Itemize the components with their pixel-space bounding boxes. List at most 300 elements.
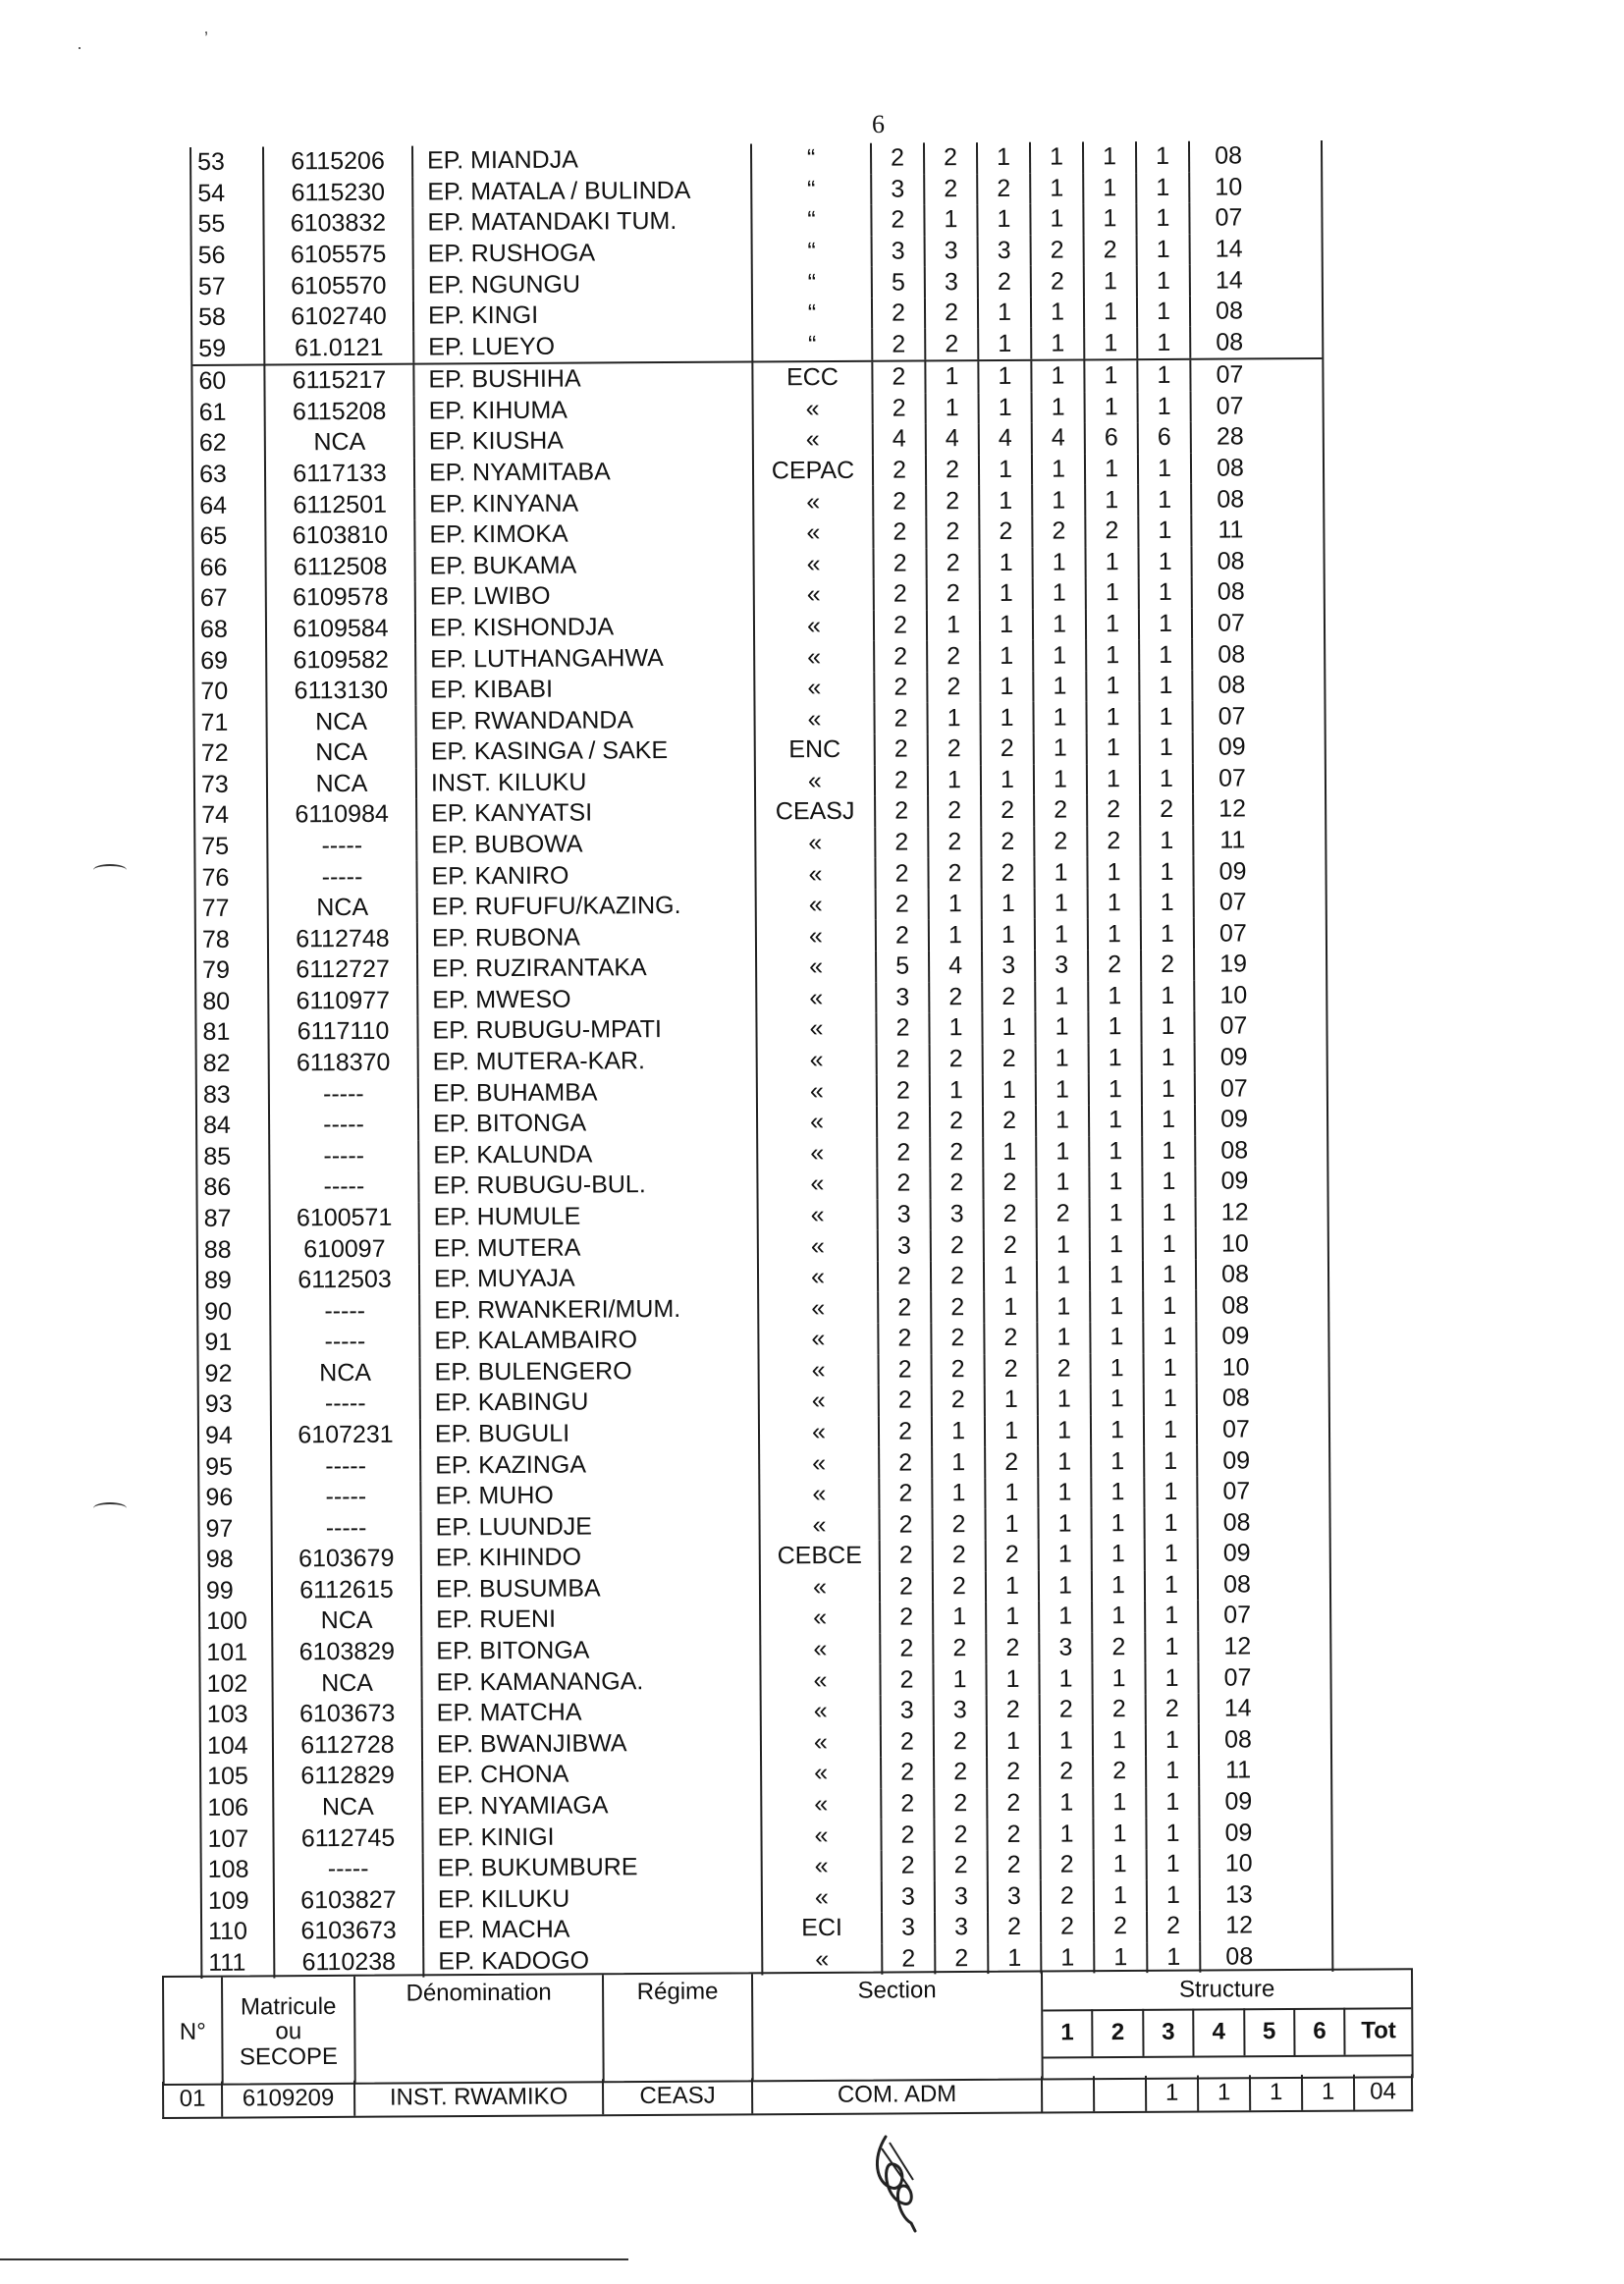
row-structure-2: 2 xyxy=(932,1571,985,1603)
row-structure-2: 1 xyxy=(929,1074,982,1106)
row-regime: « xyxy=(756,1169,876,1200)
row-structure-3: 1 xyxy=(980,764,1033,795)
row-structure-6: 1 xyxy=(1141,1043,1194,1074)
row-total: 09 xyxy=(1198,1817,1276,1848)
row-structure-2: 1 xyxy=(924,361,977,393)
row-structure-6: 1 xyxy=(1141,1167,1194,1198)
row-regime: “ xyxy=(750,143,870,175)
row-structure-1: 2 xyxy=(874,796,927,828)
row-structure-6: 1 xyxy=(1140,918,1193,950)
row-structure-5: 1 xyxy=(1090,1445,1143,1477)
row-regime: « xyxy=(752,393,872,424)
row-structure-1: 2 xyxy=(879,1603,932,1634)
row-denomination: EP. BWANJIBWA xyxy=(421,1727,760,1761)
row-structure-6: 1 xyxy=(1146,1941,1199,1973)
row-structure-2: 2 xyxy=(930,1291,983,1323)
row-structure-1: 3 xyxy=(881,1881,934,1913)
row-structure-6: 1 xyxy=(1136,265,1189,297)
row-structure-1: 2 xyxy=(874,734,927,765)
row-regime: « xyxy=(752,486,872,517)
row-total: 07 xyxy=(1193,887,1272,918)
row-matricule: 6117110 xyxy=(267,1016,416,1049)
row-structure-1: 3 xyxy=(870,174,923,205)
row-structure-6: 1 xyxy=(1140,1011,1193,1043)
row-denomination: EP. KALUNDA xyxy=(417,1138,756,1171)
row-total: 07 xyxy=(1190,391,1269,422)
row-structure-3: 2 xyxy=(980,795,1033,827)
row-structure-3: 2 xyxy=(983,1323,1036,1354)
row-regime: « xyxy=(761,1851,881,1882)
row-number: 85 xyxy=(203,1142,232,1170)
row-structure-4: 4 xyxy=(1031,423,1084,455)
scan-speck: · xyxy=(77,37,82,57)
row-structure-3: 2 xyxy=(985,1632,1038,1663)
header-no-label: N° xyxy=(179,2018,206,2045)
row-regime: « xyxy=(757,1199,877,1230)
row-number: 89 xyxy=(203,1266,232,1295)
row-total: 07 xyxy=(1192,763,1271,794)
row-structure-4: 1 xyxy=(1032,547,1085,578)
row-structure-6: 1 xyxy=(1135,141,1188,173)
row-structure-5: 1 xyxy=(1093,1879,1146,1911)
row-number: 77 xyxy=(201,894,230,923)
row-structure-3: 1 xyxy=(983,1261,1036,1292)
row-structure-3: 1 xyxy=(984,1508,1037,1540)
row-structure-4: 1 xyxy=(1039,1725,1092,1757)
row-regime: « xyxy=(757,1324,877,1355)
header-matricule-line2: ou xyxy=(275,2018,302,2045)
row-matricule: NCA xyxy=(271,1667,420,1700)
row-regime: « xyxy=(753,641,873,673)
row-structure-3: 2 xyxy=(977,266,1030,298)
row-structure-5: 1 xyxy=(1088,1136,1141,1168)
row-denomination: EP. KIMOKA xyxy=(413,517,752,551)
footer-tot: 04 xyxy=(1370,2078,1397,2105)
row-structure-2: 2 xyxy=(923,174,976,205)
row-total: 14 xyxy=(1198,1693,1276,1724)
footer-s5: 1 xyxy=(1251,2075,1303,2110)
row-structure-3: 1 xyxy=(977,361,1030,393)
row-structure-4: 1 xyxy=(1040,1942,1093,1974)
row-regime: “ xyxy=(751,236,871,267)
row-structure-3: 1 xyxy=(986,1725,1039,1757)
row-number: 57 xyxy=(197,272,226,300)
row-regime: « xyxy=(758,1509,878,1541)
row-denomination: EP. MACHA xyxy=(422,1913,761,1946)
row-regime: « xyxy=(756,1107,876,1138)
row-structure-3: 2 xyxy=(983,1229,1036,1261)
row-total: 14 xyxy=(1189,265,1268,297)
row-structure-5: 1 xyxy=(1091,1539,1144,1570)
row-structure-2: 2 xyxy=(931,1354,984,1386)
header-section-label: Section xyxy=(857,1977,937,2004)
row-matricule: 6103832 xyxy=(262,208,411,241)
row-structure-4: 1 xyxy=(1038,1663,1091,1695)
row-matricule: 6109584 xyxy=(265,613,414,645)
row-number: 66 xyxy=(199,553,228,581)
row-structure-5: 1 xyxy=(1085,547,1138,578)
row-structure-4: 1 xyxy=(1035,1043,1088,1074)
bottom-rule xyxy=(0,2258,628,2260)
row-denomination: EP. BUGULI xyxy=(419,1417,758,1450)
row-structure-3: 1 xyxy=(985,1570,1038,1602)
row-number: 96 xyxy=(205,1483,234,1512)
row-number: 94 xyxy=(204,1421,233,1449)
row-structure-1: 2 xyxy=(876,1044,929,1075)
row-number: 111 xyxy=(208,1948,246,1977)
row-structure-6: 1 xyxy=(1138,608,1191,639)
row-structure-4: 1 xyxy=(1037,1446,1090,1478)
row-matricule: NCA xyxy=(272,1791,421,1823)
header-col-tot: Tot xyxy=(1361,2017,1396,2044)
row-structure-3: 1 xyxy=(985,1663,1038,1695)
row-denomination: EP. LUTHANGAHWA xyxy=(414,642,753,676)
footer-matricule: 6109209 xyxy=(223,2081,355,2117)
row-structure-5: 2 xyxy=(1093,1911,1146,1942)
row-structure-6: 1 xyxy=(1144,1601,1197,1632)
row-matricule: 6117133 xyxy=(264,458,413,490)
row-structure-6: 1 xyxy=(1135,203,1188,235)
row-denomination: EP. KIHUMA xyxy=(413,394,752,427)
row-regime: “ xyxy=(750,205,870,237)
row-structure-6: 1 xyxy=(1138,671,1191,702)
row-structure-6: 1 xyxy=(1136,297,1189,328)
row-structure-2: 2 xyxy=(931,1509,984,1541)
row-structure-2: 1 xyxy=(926,703,979,734)
row-structure-4: 1 xyxy=(1036,1291,1089,1323)
row-matricule: 6103829 xyxy=(271,1636,420,1668)
row-structure-2: 2 xyxy=(933,1819,986,1850)
header-matricule-line1: Matricule xyxy=(240,1993,337,2021)
row-matricule: 6105575 xyxy=(263,239,412,271)
row-structure-1: 3 xyxy=(871,236,924,267)
row-total: 08 xyxy=(1190,484,1269,516)
row-number: 107 xyxy=(207,1824,249,1853)
row-structure-4: 1 xyxy=(1036,1260,1089,1291)
row-structure-2: 2 xyxy=(925,485,978,517)
row-number: 103 xyxy=(206,1700,248,1729)
row-regime: « xyxy=(753,673,873,704)
row-structure-5: 1 xyxy=(1083,265,1136,297)
row-total: 09 xyxy=(1194,1104,1272,1135)
row-structure-6: 1 xyxy=(1139,733,1192,764)
row-structure-3: 2 xyxy=(987,1850,1040,1881)
row-matricule: NCA xyxy=(265,706,414,738)
row-total: 14 xyxy=(1189,234,1268,265)
row-matricule: 6103827 xyxy=(273,1884,422,1917)
row-structure-3: 1 xyxy=(982,1074,1035,1106)
header-regime-label: Régime xyxy=(636,1978,719,2006)
row-denomination: EP. KANIRO xyxy=(415,859,754,893)
row-structure-6: 1 xyxy=(1142,1228,1195,1260)
row-matricule: NCA xyxy=(271,1605,420,1638)
header-col-1: 1 xyxy=(1043,2009,1094,2056)
row-number: 55 xyxy=(197,210,226,239)
row-denomination: EP. KIBABI xyxy=(414,673,753,706)
row-number: 81 xyxy=(202,1018,231,1047)
row-structure-5: 1 xyxy=(1082,173,1135,204)
row-structure-1: 2 xyxy=(876,1168,929,1199)
row-structure-1: 2 xyxy=(873,703,926,734)
row-structure-4: 1 xyxy=(1037,1415,1090,1446)
row-structure-5: 2 xyxy=(1091,1632,1144,1663)
row-number: 75 xyxy=(201,832,230,860)
row-regime: « xyxy=(752,424,872,456)
row-structure-6: 1 xyxy=(1138,701,1191,733)
margin-mark xyxy=(93,1502,127,1514)
header-denomination xyxy=(355,1975,605,2083)
row-structure-5: 2 xyxy=(1084,516,1137,547)
row-denomination: EP. KISHONDJA xyxy=(414,611,753,644)
row-total: 07 xyxy=(1196,1414,1274,1445)
row-structure-3: 2 xyxy=(980,826,1033,857)
row-structure-4: 1 xyxy=(1031,454,1084,485)
row-regime: « xyxy=(761,1881,881,1913)
row-number: 100 xyxy=(206,1607,247,1636)
row-structure-4: 2 xyxy=(1036,1198,1089,1229)
row-structure-4: 2 xyxy=(1031,516,1084,547)
row-structure-6: 1 xyxy=(1144,1632,1197,1663)
row-denomination: EP. MATCHA xyxy=(421,1696,760,1729)
row-structure-3: 2 xyxy=(986,1787,1039,1819)
row-matricule: 6112508 xyxy=(265,551,414,583)
footer-denomination: INST. RWAMIKO xyxy=(355,2079,604,2116)
row-total: 08 xyxy=(1188,140,1267,172)
row-structure-3: 1 xyxy=(976,142,1029,174)
row-matricule: 6110977 xyxy=(267,985,416,1017)
row-number: 80 xyxy=(202,987,231,1015)
row-structure-2: 1 xyxy=(925,393,978,424)
row-structure-6: 1 xyxy=(1144,1539,1197,1570)
row-structure-4: 1 xyxy=(1030,360,1083,392)
row-structure-5: 1 xyxy=(1090,1353,1143,1385)
row-regime: « xyxy=(759,1603,879,1634)
row-structure-2: 2 xyxy=(927,734,980,765)
row-structure-6: 1 xyxy=(1143,1445,1196,1477)
row-denomination: EP. RUZIRANTAKA xyxy=(416,952,755,986)
row-structure-2: 2 xyxy=(930,1261,983,1292)
row-structure-3: 1 xyxy=(978,455,1031,486)
row-structure-5: 1 xyxy=(1083,297,1136,328)
row-structure-1: 3 xyxy=(881,1912,934,1943)
row-denomination: EP. LUEYO xyxy=(412,330,751,363)
row-structure-1: 2 xyxy=(873,672,926,703)
row-structure-2: 2 xyxy=(932,1540,985,1571)
row-total: 08 xyxy=(1189,296,1268,327)
row-matricule: NCA xyxy=(266,737,415,770)
row-number: 108 xyxy=(207,1855,249,1883)
row-denomination: EP. MIANDJA xyxy=(411,144,750,178)
row-structure-6: 1 xyxy=(1142,1322,1195,1353)
row-structure-2: 2 xyxy=(924,329,977,360)
row-structure-2: 4 xyxy=(925,423,978,455)
row-structure-4: 1 xyxy=(1039,1787,1092,1819)
row-structure-5: 1 xyxy=(1089,1290,1142,1322)
footer-s3: 1 xyxy=(1147,2076,1199,2111)
row-matricule: 6118370 xyxy=(268,1047,417,1079)
row-regime: « xyxy=(755,920,875,952)
row-matricule: 6112829 xyxy=(272,1761,421,1793)
row-structure-6: 1 xyxy=(1142,1260,1195,1291)
row-structure-1: 2 xyxy=(873,548,926,579)
row-denomination: EP. MUHO xyxy=(419,1479,758,1512)
row-matricule: 6115230 xyxy=(262,177,411,209)
row-total: 08 xyxy=(1189,327,1268,358)
footer-data-row xyxy=(162,2074,1413,2119)
row-number: 61 xyxy=(198,398,227,426)
row-structure-3: 2 xyxy=(978,517,1031,548)
row-total: 09 xyxy=(1198,1786,1276,1818)
row-structure-3: 1 xyxy=(984,1385,1037,1416)
row-matricule: 610097 xyxy=(269,1233,418,1266)
row-structure-3: 1 xyxy=(979,609,1032,640)
row-structure-4: 1 xyxy=(1030,297,1083,328)
row-structure-3: 1 xyxy=(981,889,1034,920)
row-total: 13 xyxy=(1199,1879,1277,1911)
row-regime: CEBCE xyxy=(759,1541,879,1572)
row-structure-2: 1 xyxy=(928,1012,981,1044)
row-matricule: ----- xyxy=(270,1481,419,1513)
row-matricule: 6109578 xyxy=(265,582,414,615)
row-number: 72 xyxy=(200,739,229,768)
row-total: 08 xyxy=(1191,670,1270,701)
row-structure-4: 2 xyxy=(1040,1911,1093,1942)
row-number: 79 xyxy=(202,956,231,985)
row-structure-1: 2 xyxy=(873,579,926,611)
row-regime: CEASJ xyxy=(754,796,874,828)
row-structure-6: 2 xyxy=(1140,950,1193,981)
row-structure-1: 5 xyxy=(875,951,928,982)
row-total: 19 xyxy=(1193,949,1272,980)
row-structure-6: 1 xyxy=(1146,1879,1199,1911)
row-structure-6: 1 xyxy=(1142,1290,1195,1322)
row-number: 69 xyxy=(200,646,229,675)
row-total: 09 xyxy=(1192,856,1271,888)
row-structure-5: 1 xyxy=(1084,484,1137,516)
row-matricule: 6107231 xyxy=(270,1419,419,1451)
row-total: 12 xyxy=(1197,1631,1275,1662)
row-matricule: ----- xyxy=(268,1078,417,1111)
row-structure-4: 3 xyxy=(1034,950,1087,981)
row-total: 08 xyxy=(1191,576,1270,608)
row-structure-4: 2 xyxy=(1040,1849,1093,1880)
row-structure-4: 1 xyxy=(1036,1229,1089,1261)
row-number: 84 xyxy=(202,1111,231,1140)
row-regime: « xyxy=(758,1386,878,1417)
row-number: 59 xyxy=(198,334,227,362)
row-structure-5: 1 xyxy=(1090,1415,1143,1446)
margin-mark xyxy=(93,864,127,876)
row-regime: « xyxy=(756,1075,876,1107)
row-structure-5: 1 xyxy=(1087,1011,1140,1043)
row-structure-5: 1 xyxy=(1088,1043,1141,1074)
row-structure-6: 1 xyxy=(1143,1352,1196,1384)
row-structure-2: 1 xyxy=(923,204,976,236)
row-structure-1: 2 xyxy=(873,641,926,673)
header-structure-columns xyxy=(1043,2007,1411,2058)
row-structure-6: 1 xyxy=(1141,1073,1194,1105)
row-structure-1: 2 xyxy=(874,858,927,890)
row-structure-3: 2 xyxy=(986,1695,1039,1726)
row-structure-1: 2 xyxy=(877,1292,930,1324)
header-matricule-line3: SECOPE xyxy=(239,2042,339,2071)
row-total: 07 xyxy=(1196,1476,1274,1507)
row-structure-2: 2 xyxy=(934,1850,987,1881)
row-total: 09 xyxy=(1196,1445,1274,1477)
row-structure-1: 3 xyxy=(877,1199,930,1230)
row-regime: « xyxy=(754,827,874,858)
row-structure-3: 2 xyxy=(982,1044,1035,1075)
row-structure-6: 1 xyxy=(1137,454,1190,485)
row-structure-5: 1 xyxy=(1092,1818,1145,1849)
row-structure-5: 1 xyxy=(1089,1322,1142,1353)
row-structure-6: 1 xyxy=(1143,1414,1196,1445)
row-regime: « xyxy=(758,1447,878,1479)
row-structure-2: 1 xyxy=(928,889,981,920)
row-structure-4: 1 xyxy=(1034,888,1087,919)
header-structure xyxy=(1043,1970,1411,2011)
row-structure-1: 2 xyxy=(875,889,928,920)
row-total: 08 xyxy=(1194,1135,1272,1167)
row-regime: « xyxy=(757,1230,877,1262)
row-structure-2: 1 xyxy=(927,765,980,796)
row-structure-5: 1 xyxy=(1085,577,1138,609)
row-number: 88 xyxy=(203,1235,232,1264)
row-total: 07 xyxy=(1193,918,1272,950)
row-number: 93 xyxy=(204,1390,233,1419)
header-matricule xyxy=(223,1977,356,2084)
row-structure-4: 1 xyxy=(1033,733,1086,764)
row-denomination: EP. RUBUGU-BUL. xyxy=(417,1169,756,1203)
row-matricule: ----- xyxy=(270,1450,419,1483)
row-structure-3: 1 xyxy=(981,1012,1034,1044)
row-structure-4: 1 xyxy=(1034,1012,1087,1044)
row-total: 08 xyxy=(1195,1259,1273,1290)
row-number: 73 xyxy=(200,770,229,798)
row-structure-5: 1 xyxy=(1087,981,1140,1012)
row-total: 08 xyxy=(1195,1290,1273,1322)
row-structure-2: 1 xyxy=(928,920,981,952)
row-structure-2: 2 xyxy=(926,578,979,610)
row-number: 54 xyxy=(197,179,226,207)
row-structure-4: 1 xyxy=(1029,204,1082,236)
header-col-5: 5 xyxy=(1245,2008,1296,2055)
row-structure-6: 1 xyxy=(1137,516,1190,547)
row-regime: « xyxy=(759,1633,879,1664)
row-denomination: EP. KILUKU xyxy=(422,1882,761,1916)
row-structure-5: 1 xyxy=(1093,1942,1146,1974)
row-structure-5: 1 xyxy=(1090,1477,1143,1508)
row-structure-4: 1 xyxy=(1031,485,1084,517)
row-regime: « xyxy=(752,517,872,549)
row-denomination: EP. MUTERA-KAR. xyxy=(417,1045,756,1078)
row-regime: « xyxy=(758,1416,878,1447)
row-structure-5: 1 xyxy=(1086,764,1139,795)
row-number: 109 xyxy=(207,1886,249,1915)
row-structure-3: 1 xyxy=(978,485,1031,517)
row-structure-3: 1 xyxy=(976,204,1029,236)
row-number: 53 xyxy=(197,148,225,177)
row-structure-3: 2 xyxy=(986,1757,1039,1788)
row-matricule: 6102740 xyxy=(263,301,412,334)
row-structure-1: 2 xyxy=(880,1788,933,1820)
row-regime: « xyxy=(755,890,875,921)
row-number: 106 xyxy=(207,1793,249,1822)
row-structure-2: 3 xyxy=(934,1912,987,1943)
row-regime: « xyxy=(754,858,874,890)
row-number: 63 xyxy=(198,460,227,489)
row-structure-3: 2 xyxy=(980,734,1033,765)
